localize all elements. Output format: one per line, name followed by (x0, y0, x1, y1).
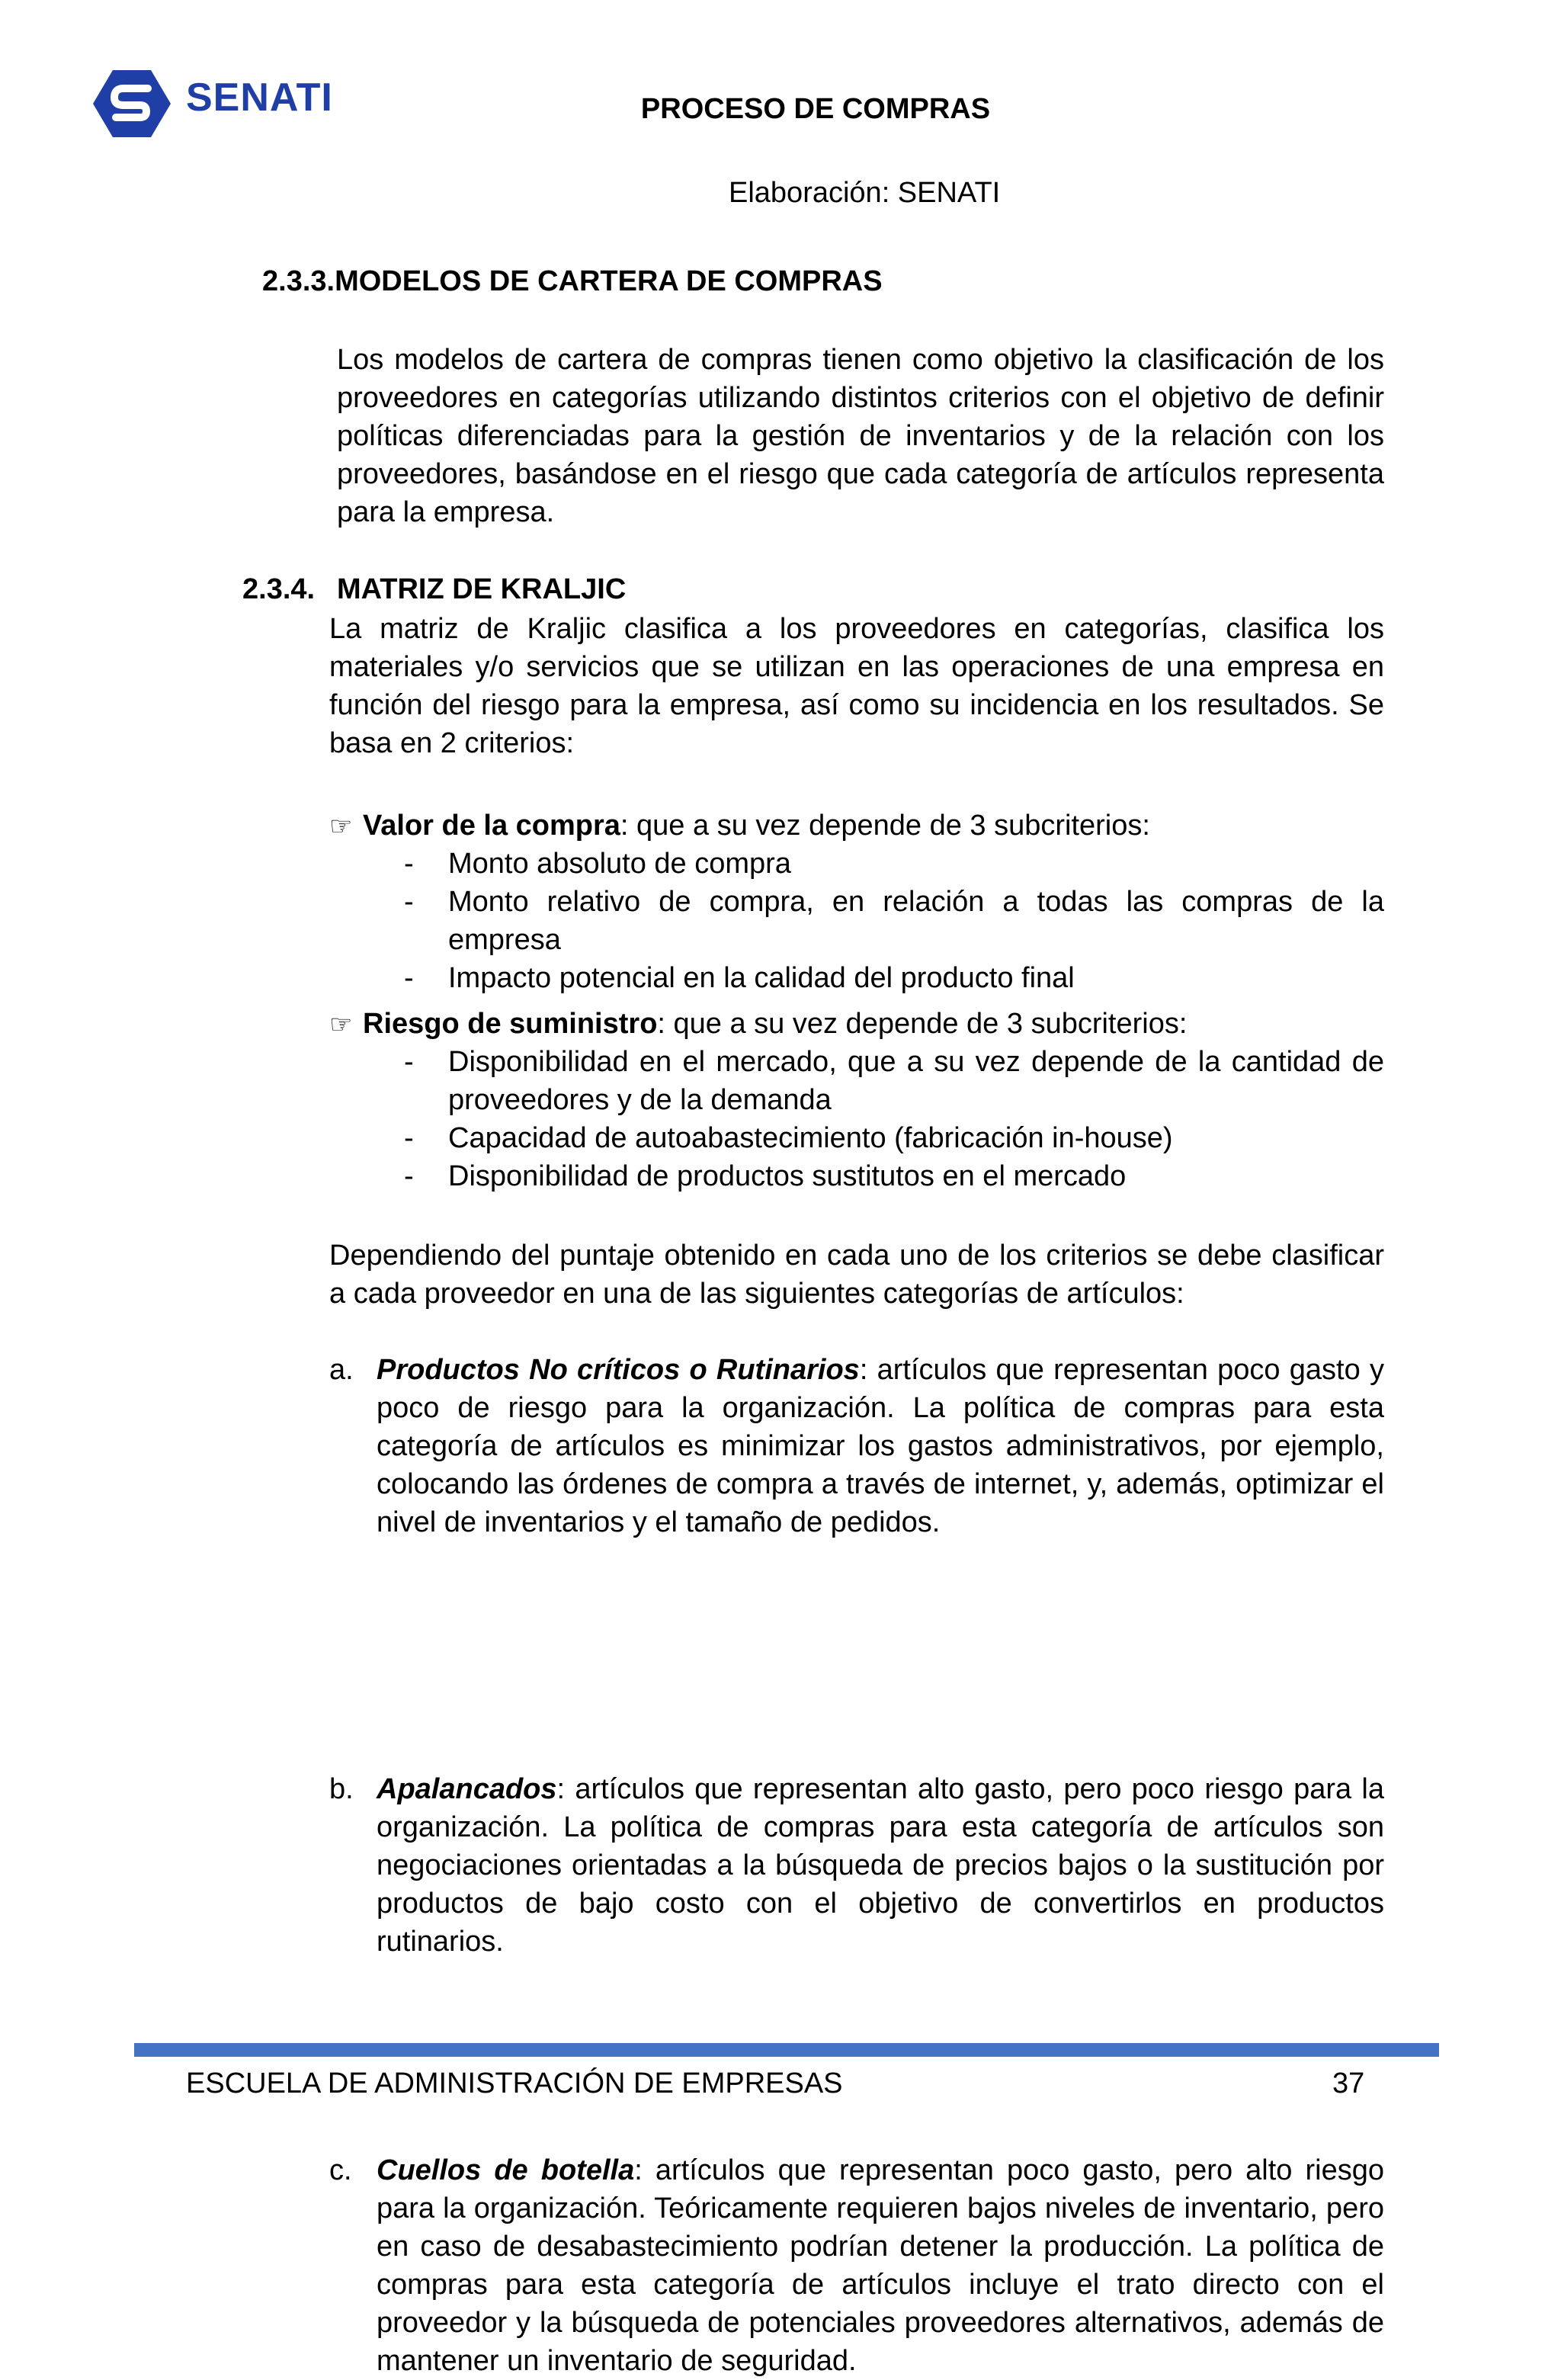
criterion-text: : que a su vez depende de 3 subcriterios: (620, 810, 1150, 842)
classification-intro: Dependiendo del puntaje obtenido en cada uno de los criterios se debe clasificar a cada proveedor en una de las siguientes categorías de artículos: (329, 1240, 1384, 1310)
criterion-valor-compra (329, 807, 1384, 845)
page-header-title: PROCESO DE COMPRAS (640, 93, 991, 125)
list-item: - Impacto potencial en la calidad del producto final (404, 962, 1075, 994)
figure-source-caption: Elaboración: SENATI (729, 177, 1001, 209)
logo-text: SENATI (186, 75, 333, 120)
section-233-title: MODELOS DE CARTERA DE COMPRAS (335, 265, 883, 297)
category-item-rutinarios: a. Productos No críticos o Rutinarios: artículos que representan poco gasto y poco de riesgo para la organización. La política de compras para esta categoría de artículos es minimizar los gastos administrativos, por ejemplo, colocando las órdenes de compra a través de internet, y, además, optimizar el nivel de inventarios y el tamaño de pedidos. (329, 1354, 1384, 1538)
list-item: - Disponibilidad de productos sustitutos en el mercado (404, 1160, 1127, 1192)
list-item: - Disponibilidad en el mercado, que a su vez depende de la cantidad de proveedores y de la demanda (404, 1046, 1384, 1116)
category-item-cuellos-botella: c. Cuellos de botella: artículos que representan poco gasto, pero alto riesgo para la organización. Teóricamente requieren bajos niveles de inventario, pero en caso de desabastecimiento podrían detener la producción. La política de compras para esta categoría de artículos incluye el trato directo con el proveedor y la búsqueda de potenciales proveedores alternativos, además de mantener un inventario de seguridad. (329, 2154, 1385, 2377)
criterion-riesgo-suministro (329, 1005, 1384, 1044)
section-233-heading (262, 265, 883, 298)
list-item: - Capacidad de autoabastecimiento (fabricación in-house) (404, 1122, 1173, 1154)
list-item: - Monto absoluto de compra (404, 848, 791, 880)
criterion-label: Riesgo de suministro (363, 1008, 658, 1040)
section-234-paragraph: La matriz de Kraljic clasifica a los proveedores en categorías, clasifica los materiales y/o servicios que se utilizan en las operaciones de una empresa en función del riesgo para la empresa, así como su incidencia en los resultados. Se basa en 2 criterios: (329, 613, 1384, 759)
criterion-valor-subcriteria (404, 845, 1384, 997)
footer-divider-bar (134, 2043, 1439, 2057)
criterion-label: Valor de la compra (363, 810, 620, 842)
section-234-title: MATRIZ DE KRALJIC (337, 573, 627, 605)
criterion-riesgo-subcriteria (404, 1043, 1384, 1195)
category-item-apalancados: b. Apalancados: artículos que representan alto gasto, pero poco riesgo para la organización. La política de compras para esta categoría de artículos son negociaciones orientadas a la búsqueda de precios bajos o la sustitución por productos de bajo costo con el objetivo de convertirlos en productos rutinarios. (329, 1773, 1384, 1958)
section-233-number: 2.3.3. (262, 265, 335, 297)
pointing-hand-icon: ☞ (329, 1010, 353, 1039)
section-233-paragraph: Los modelos de cartera de compras tienen como objetivo la clasificación de los proveedores en categorías utilizando distintos criterios con el objetivo de definir políticas diferenciadas para la gestión de inventarios y de la relación con los proveedores, basándose en el riesgo que cada categoría de artículos representa para la empresa. (337, 344, 1384, 528)
list-item: - Monto relativo de compra, en relación a todas las compras de la empresa (404, 886, 1384, 956)
section-234-number: 2.3.4. (242, 573, 316, 605)
footer-school-name: ESCUELA DE ADMINISTRACIÓN DE EMPRESAS (186, 2067, 843, 2099)
section-234-heading (242, 573, 626, 606)
category-term: Cuellos de botella (377, 2154, 635, 2186)
pointing-hand-icon: ☞ (329, 812, 353, 841)
page-number: 37 (1332, 2067, 1365, 2099)
category-term: Apalancados (377, 1773, 557, 1805)
category-term: Productos No críticos o Rutinarios (377, 1354, 860, 1386)
criterion-text: : que a su vez depende de 3 subcriterios: (657, 1008, 1188, 1040)
